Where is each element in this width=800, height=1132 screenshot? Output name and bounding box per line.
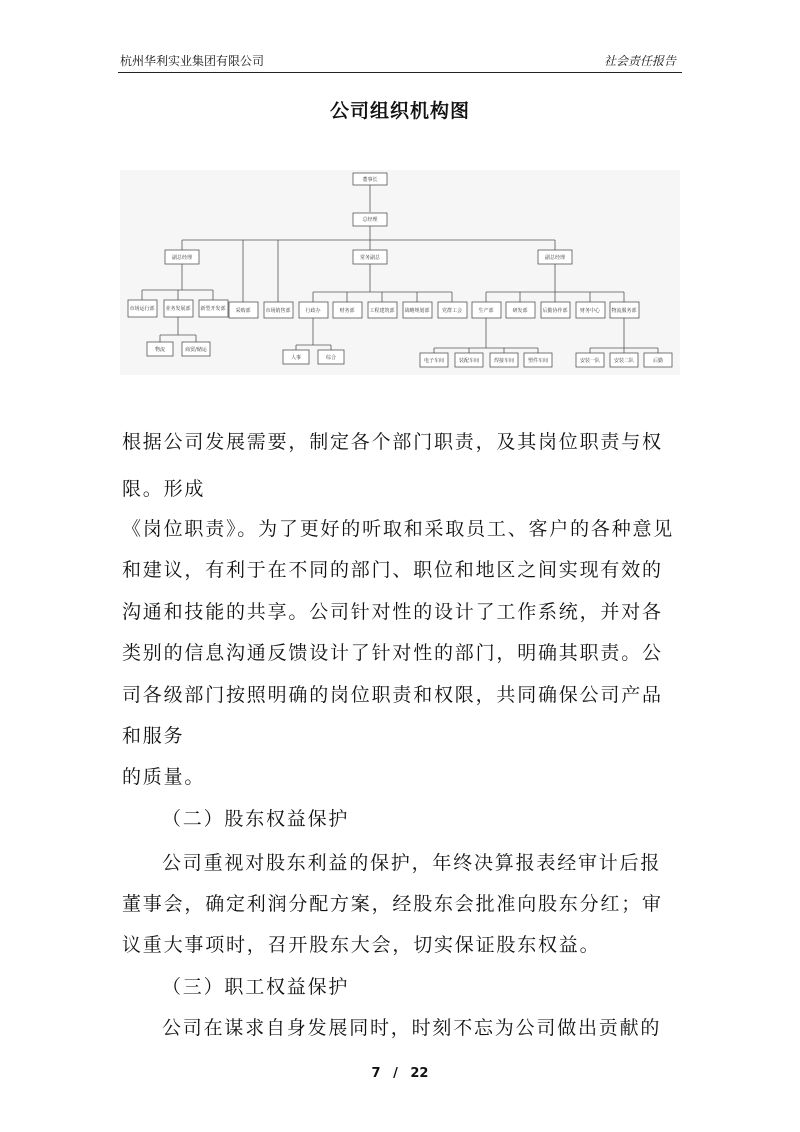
svg-text:安装一队: 安装一队	[579, 358, 601, 364]
org-chart	[120, 170, 680, 375]
org-node-row3-1	[128, 300, 157, 317]
svg-text:行政办: 行政办	[305, 308, 321, 314]
page-title: 公司组织机构图	[329, 100, 470, 122]
org-node-row3-2	[164, 300, 193, 317]
body-line-8: 和服务	[122, 725, 185, 747]
section-heading-shareholders: （二）股东权益保护	[162, 808, 350, 830]
body-line-7: 司各级部门按照明确的岗位职责和权限，共同确保公司产品	[122, 684, 663, 706]
body-line-3: 《岗位职责》。为了更好的听取和采取员工、客户的各种意见	[122, 518, 675, 540]
org-node-row4-7	[490, 353, 518, 367]
svg-text:研发部: 研发部	[512, 308, 528, 314]
org-node-row3-9	[403, 302, 432, 318]
svg-text:市场销售部: 市场销售部	[265, 308, 291, 314]
svg-text:市场运行部: 市场运行部	[129, 306, 155, 312]
current-page: 7	[371, 1066, 381, 1081]
svg-text:总经理: 总经理	[362, 217, 378, 223]
svg-text:物流: 物流	[154, 347, 166, 353]
svg-text:采购部: 采购部	[235, 308, 251, 314]
svg-text:业务发展部: 业务发展部	[165, 306, 191, 312]
body-line-9: 的质量。	[122, 766, 206, 788]
org-node-branch-1	[165, 250, 199, 264]
report-name: 社会责任报告	[603, 54, 676, 68]
svg-text:新型开发部: 新型开发部	[200, 306, 226, 312]
svg-text:财务中心: 财务中心	[579, 308, 601, 314]
svg-text:电子车间: 电子车间	[423, 358, 445, 364]
org-node-row3-14	[576, 302, 605, 318]
org-node-row4-11	[644, 353, 672, 367]
svg-text:后勤协作部: 后勤协作部	[542, 308, 568, 314]
page-number	[0, 1066, 800, 1081]
svg-text:商贸/储运: 商贸/储运	[185, 347, 207, 353]
body-line-4: 和建议，有利于在不同的部门、职位和地区之间实现有效的	[122, 559, 663, 581]
org-node-row3-15	[610, 302, 639, 318]
page-header	[118, 46, 682, 73]
svg-text:副总经理: 副总经理	[544, 255, 566, 261]
svg-text:人事: 人事	[290, 355, 302, 361]
svg-text:装配车间: 装配车间	[458, 358, 480, 364]
svg-text:党群工会: 党群工会	[441, 308, 463, 314]
org-node-row4-9	[576, 353, 604, 367]
org-node-row4-2	[182, 342, 210, 356]
body-line-11: 董事会，确定利润分配方案，经股东会批准向股东分红；审	[122, 893, 663, 915]
org-node-row3-3	[199, 300, 228, 317]
svg-text:焊接车间: 焊接车间	[493, 358, 515, 364]
svg-text:工程建筑部: 工程建筑部	[369, 308, 395, 314]
org-chart-connectors	[142, 184, 658, 353]
svg-text:综合: 综合	[325, 355, 337, 361]
svg-text:生产部: 生产部	[478, 308, 494, 314]
body-line-12: 议重大事项时，召开股东大会，切实保证股东权益。	[122, 934, 601, 956]
body-line-1: 根据公司发展需要，制定各个部门职责，及其岗位职责与权	[122, 431, 663, 453]
org-node-row3-5	[264, 302, 293, 318]
svg-text:物流服务部: 物流服务部	[611, 308, 637, 314]
body-line-6: 类别的信息沟通反馈设计了针对性的部门，明确其职责。公	[122, 642, 663, 664]
org-node-row3-6	[299, 302, 328, 318]
section-heading-employees: （三）职工权益保护	[162, 976, 350, 998]
org-node-row3-10	[438, 302, 467, 318]
svg-text:副总经理: 副总经理	[171, 255, 193, 261]
body-line-5: 沟通和技能的共享。公司针对性的设计了工作系统，并对各	[122, 601, 663, 623]
svg-text:塑件车间: 塑件车间	[527, 358, 549, 364]
org-node-branch-3	[538, 250, 572, 264]
svg-text:安装二队: 安装二队	[613, 358, 635, 364]
total-pages: 22	[410, 1066, 429, 1081]
org-node-row3-7	[333, 302, 362, 318]
svg-text:后勤: 后勤	[652, 358, 664, 364]
org-node-row4-3	[283, 350, 309, 364]
org-node-row4-4	[318, 350, 344, 364]
svg-text:董事长: 董事长	[362, 177, 378, 183]
org-node-level1	[353, 213, 387, 226]
org-node-row4-5	[420, 353, 448, 367]
org-node-row3-11	[472, 302, 501, 318]
org-node-row4-1	[147, 342, 173, 356]
svg-text:财务部: 财务部	[339, 308, 355, 314]
org-node-root	[353, 173, 387, 185]
org-node-row4-10	[610, 353, 638, 367]
body-line-2: 限。形成	[122, 478, 206, 500]
body-line-10: 公司重视对股东利益的保护，年终决算报表经审计后报	[162, 852, 662, 874]
org-node-row3-4	[229, 302, 258, 318]
org-node-row4-8	[524, 353, 552, 367]
page-separator: /	[393, 1066, 398, 1081]
org-node-row4-6	[455, 353, 483, 367]
svg-text:战略规划部: 战略规划部	[404, 308, 430, 314]
svg-text:常务副总: 常务副总	[359, 255, 381, 261]
company-name: 杭州华利实业集团有限公司	[120, 54, 265, 68]
org-node-row3-8	[368, 302, 397, 318]
org-node-branch-2	[353, 250, 387, 264]
body-line-13: 公司在谋求自身发展同时，时刻不忘为公司做出贡献的	[162, 1017, 662, 1039]
org-node-row3-12	[506, 302, 535, 318]
org-node-row3-13	[541, 302, 570, 318]
